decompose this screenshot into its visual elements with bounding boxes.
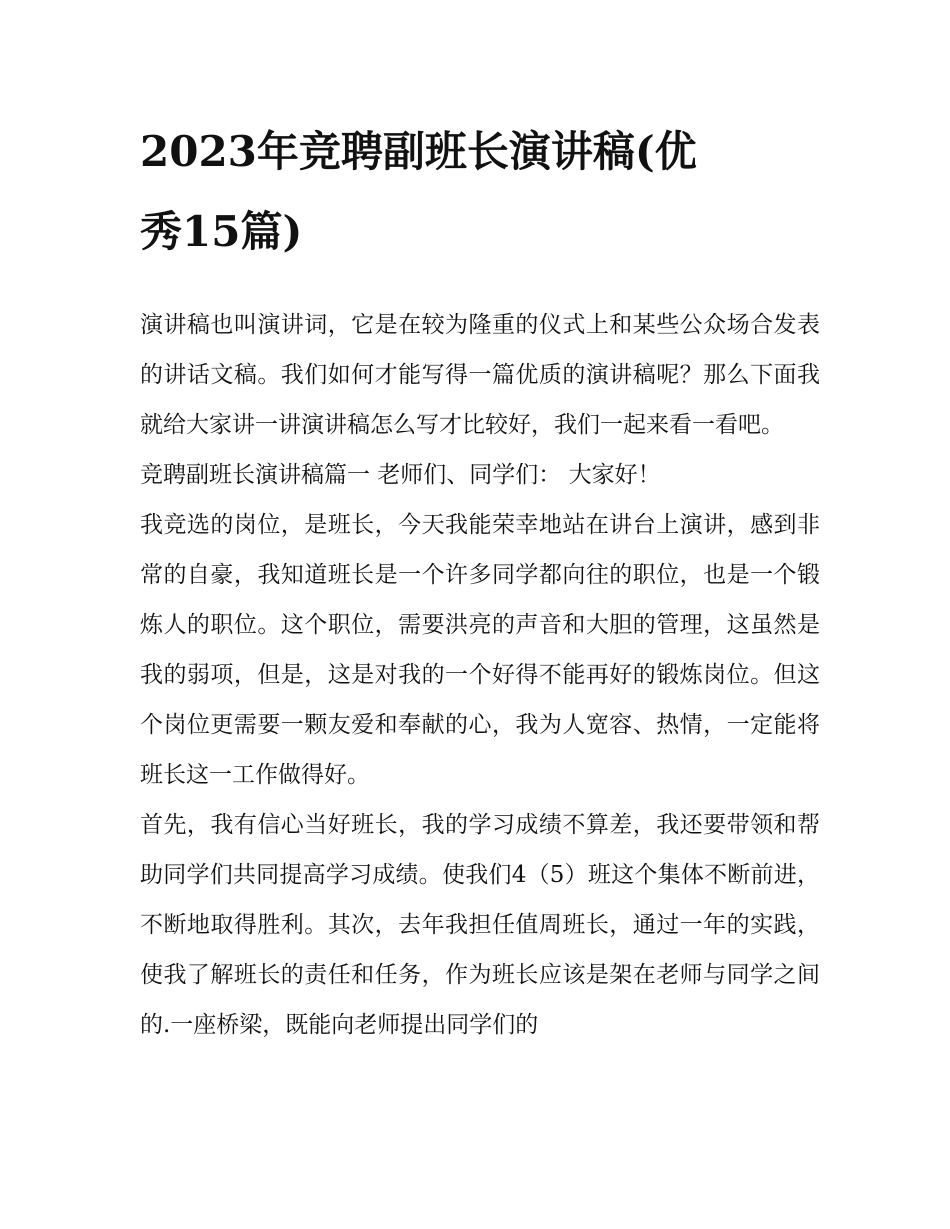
section-heading-paragraph: 竞聘副班长演讲稿篇一 老师们、同学们： 大家好！ [140,462,661,488]
body-paragraph: 我竞选的岗位，是班长，今天我能荣幸地站在讲台上演讲，感到非常的自豪，我知道班长是一个许多同学都向往的职位，也是一个锻炼人的职位。这个职位，需要洪亮的声音和大胆的管理，这虽然是我的弱项，但是，这是对我的一个好得不能再好的锻炼岗位。但这个岗位更需要一颗友爱和奉献的心，我为人宽容、热情，一定能将班长这一工作做得好。 [140,512,820,788]
title-line-2: 秀15篇) [140,207,303,256]
body-paragraph: 首先，我有信心当好班长，我的学习成绩不算差，我还要带领和帮助同学们共同提高学习成绩。使我们4（5）班这个集体不断前进，不断地取得胜利。其次，去年我担任值周班长，通过一年的实践，使我了解班长的责任和任务，作为班长应该是架在老师与同学之间的.一座桥梁，既能向老师提出同学们的 [140,812,820,1038]
intro-paragraph: 演讲稿也叫演讲词，它是在较为隆重的仪式上和某些公众场合发表的讲话文稿。我们如何才能写得一篇优质的演讲稿呢？那么下面我就给大家讲一讲演讲稿怎么写才比较好，我们一起来看一看吧。 [140,312,820,438]
document-page [140,112,820,1050]
document-title [140,112,820,272]
title-line-1: 2023年竞聘副班长演讲稿(优 [140,127,697,176]
document-body [140,300,820,1050]
